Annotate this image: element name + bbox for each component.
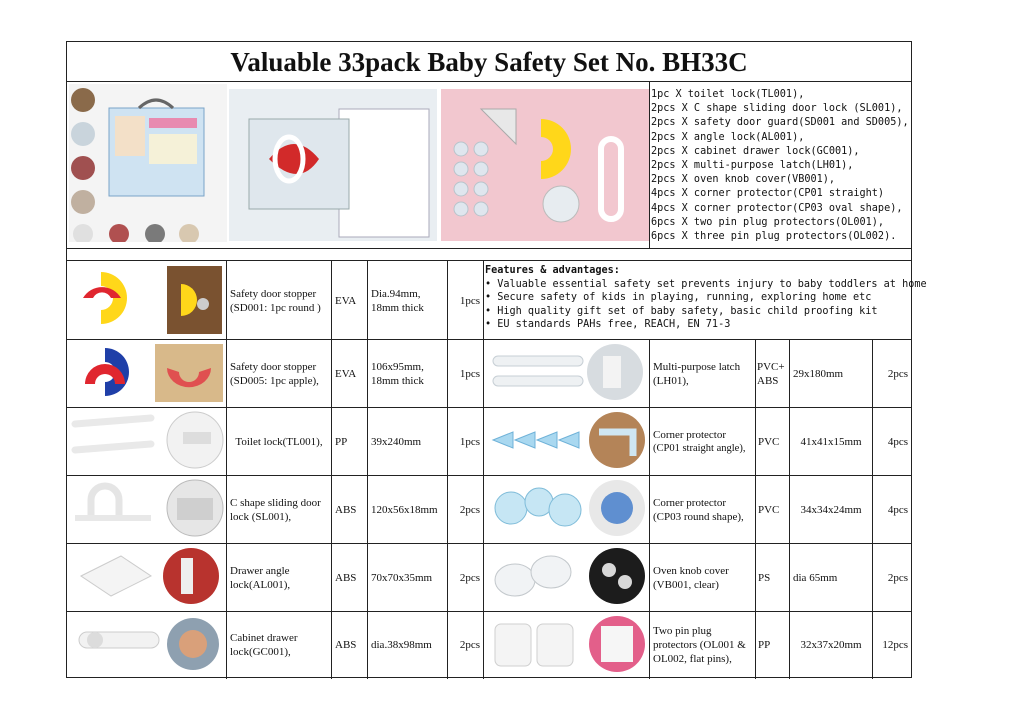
item-name-line: C shape sliding door (230, 496, 321, 509)
item-name-vb001 (650, 544, 755, 611)
size-line: 18mm thick (371, 374, 424, 387)
size-ol001: 32x37x20mm (800, 639, 862, 651)
item-name-line: Two pin plug (653, 625, 712, 637)
qty-ol001: 12pcs (882, 639, 908, 651)
hero-section (67, 82, 911, 249)
material-ol001: PP (758, 639, 771, 651)
item-name-line: Safety door stopper (230, 360, 317, 373)
item-name-line: lock(AL001), (230, 578, 291, 591)
item-name-line: (VB001, clear) (653, 578, 719, 591)
item-name-line: (SD005: 1pc apple), (230, 374, 319, 387)
material-cp03: PVC (758, 503, 780, 516)
item-name-line: (CP01 straight angle), (653, 442, 746, 454)
item-name-line: Oven knob cover (653, 564, 729, 577)
material-sd001: EVA (335, 294, 357, 307)
item-name-al001 (227, 544, 331, 611)
qty-tl001: 1pcs (459, 435, 480, 448)
features-heading: Features & advantages: (485, 265, 620, 276)
qty-cp01: 4pcs (887, 435, 908, 448)
qty-sd001: 1pcs (459, 294, 480, 307)
item-name-sl001 (227, 476, 331, 543)
feature-item: • High quality gift set of baby safety, basic child proofing kit (485, 305, 878, 317)
spacer-row (67, 249, 911, 261)
size-line: 18mm thick (371, 301, 424, 314)
item-name-line: Corner protector (653, 428, 726, 441)
item-name-line: Corner protector (653, 496, 726, 509)
qty-sd005: 1pcs (459, 367, 480, 380)
size-al001: 70x70x35mm (371, 571, 433, 584)
material-lh01 (756, 340, 789, 407)
size-tl001: 39x240mm (371, 435, 422, 448)
item-name-gc001 (227, 612, 331, 678)
size-sl001: 120x56x18mm (371, 503, 438, 516)
feature-item: • Secure safety of kids in playing, running, exploring home etc (485, 292, 872, 304)
size-vb001: dia 65mm (793, 571, 838, 584)
material-sd005: EVA (335, 367, 357, 380)
feature-item: • Valuable essential safety set prevents injury to baby toddlers at home (485, 278, 927, 290)
contents-list (651, 88, 909, 244)
c-shape-lock-image (71, 478, 225, 540)
contents-item: 2pcs X C shape sliding door lock (SL001), (651, 103, 903, 115)
material-vb001: PS (758, 571, 771, 584)
material-line: PVC+ (757, 360, 785, 373)
item-name-cp03 (650, 476, 755, 543)
thumbnail-collage-image (69, 84, 227, 242)
item-name-line: (CP03 round shape), (653, 510, 744, 523)
qty-al001: 2pcs (459, 571, 480, 584)
multi-purpose-latch-image (487, 342, 647, 404)
door-stopper-apple-image (71, 342, 225, 404)
thumb-door-stopper (71, 88, 95, 112)
item-name-line: Cabinet drawer (230, 632, 298, 644)
qty-lh01: 2pcs (887, 367, 908, 380)
material-cp01: PVC (758, 435, 780, 448)
contents-item: 2pcs X cabinet drawer lock(GC001), (651, 145, 860, 157)
divider (649, 82, 650, 249)
contents-item: 4pcs X corner protector(CP01 straight) (651, 188, 885, 200)
material-al001: ABS (335, 571, 357, 584)
qty-sl001: 2pcs (459, 503, 480, 516)
contents-item: 2pcs X oven knob cover(VB001), (651, 174, 836, 186)
set-contents-image (441, 89, 649, 241)
contents-item: 2pcs X multi-purpose latch(LH01), (651, 160, 854, 172)
item-name-line: lock(GC001), (230, 646, 291, 658)
item-name-line: Multi-purpose latch (653, 360, 741, 373)
toilet-lock-image (71, 410, 225, 472)
corner-protector-round-image (487, 478, 647, 540)
material-gc001: ABS (335, 639, 357, 651)
item-name-line: Drawer angle (230, 564, 290, 577)
size-sd005 (368, 340, 447, 407)
contents-item: 4pcs X corner protector(CP03 oval shape), (651, 202, 903, 214)
oven-knob-cover-image (487, 546, 647, 608)
material-sl001: ABS (335, 503, 357, 516)
qty-gc001: 2pcs (459, 639, 480, 651)
material-line: ABS (757, 374, 779, 387)
clear-box-image (229, 89, 437, 241)
size-line: 106x95mm, (371, 360, 424, 373)
item-name-line: Safety door stopper (230, 287, 317, 300)
material-tl001: PP (335, 435, 348, 448)
door-stopper-round-image (71, 264, 225, 336)
qty-vb001: 2pcs (887, 571, 908, 584)
angle-lock-image (71, 546, 225, 608)
page-title: Valuable 33pack Baby Safety Set No. BH33C (67, 42, 911, 82)
features-block (485, 264, 927, 332)
size-line: Dia.94mm, (371, 287, 421, 300)
qty-cp03: 4pcs (887, 503, 908, 516)
item-name-line: lock (SL001), (230, 510, 292, 523)
size-lh01: 29x180mm (793, 367, 844, 380)
col-divider (483, 261, 484, 679)
item-name-sd001 (227, 262, 331, 339)
size-sd001 (368, 262, 447, 339)
item-name-lh01 (650, 340, 755, 407)
item-name-tl001: Toilet lock(TL001), (235, 435, 323, 448)
feature-item: • EU standards PAHs free, REACH, EN 71-3 (485, 319, 731, 331)
plug-protector-image (487, 614, 647, 676)
item-name-line: OL002, flat pins), (653, 653, 732, 665)
size-cp01: 41x41x15mm (800, 435, 862, 448)
item-name-line: (SD001: 1pc round ) (230, 301, 321, 314)
contents-item: 6pcs X three pin plug protectors(OL002). (651, 231, 897, 243)
size-gc001: dia.38x98mm (371, 639, 432, 651)
item-name-line: protectors (OL001 & (653, 639, 746, 651)
item-name-ol001 (650, 612, 755, 678)
item-name-line: (LH01), (653, 374, 689, 387)
contents-item: 6pcs X two pin plug protectors(OL001), (651, 216, 885, 228)
corner-protector-straight-image (487, 410, 647, 472)
item-name-cp01 (650, 408, 755, 475)
contents-item: 1pc X toilet lock(TL001), (651, 89, 805, 100)
product-sheet (66, 41, 927, 678)
item-name-sd005 (227, 340, 331, 407)
contents-item: 2pcs X safety door guard(SD001 and SD005), (651, 117, 909, 129)
cabinet-lock-image (71, 614, 225, 676)
contents-item: 2pcs X angle lock(AL001), (651, 131, 805, 143)
size-cp03: 34x34x24mm (800, 503, 862, 516)
